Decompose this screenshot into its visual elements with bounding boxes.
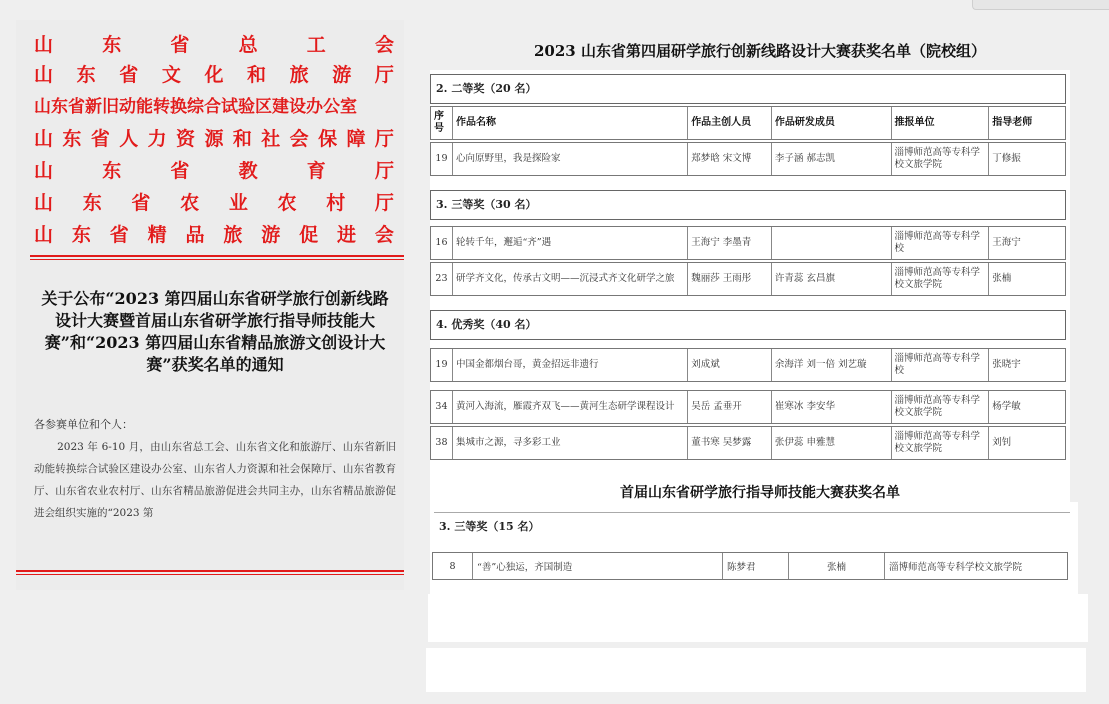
issuer-tourism-promotion — [34, 224, 394, 246]
results-title: 2023 山东省第四届研学旅行创新线路设计大赛获奖名单（院校组） — [534, 42, 986, 60]
issuer-new-old-energy-office: 山东省新旧动能转换综合试验区建设办公室 — [34, 97, 357, 117]
cell-unit: 淄博师范高等专科学校 — [892, 227, 990, 259]
cell-author: 刘成斌 — [688, 349, 772, 381]
table-row — [430, 262, 1066, 296]
cell-teacher: 刘钊 — [992, 437, 1012, 448]
issuer-federation-of-trade-unions — [34, 34, 394, 56]
cell-dev: 许青蕊 玄昌旗 — [772, 263, 892, 295]
issuer-char: 化 — [204, 64, 224, 86]
issuer-char: 业 — [228, 192, 248, 214]
issuer-char: 文 — [161, 64, 181, 86]
issuer-char: 促 — [299, 224, 319, 246]
issuer-char: 东 — [76, 64, 96, 86]
issuer-char: 教 — [238, 160, 258, 182]
header-author: 作品主创人员 — [688, 107, 772, 139]
cell-author: 董书寒 吴梦露 — [688, 427, 772, 459]
cell-name: 中国金都烟台哥，黄金招远非遗行 — [453, 349, 688, 381]
cell-unit: 淄博师范高等专科学校文旅学院 — [889, 562, 1023, 573]
cell-author: 魏丽莎 王雨彤 — [688, 263, 772, 295]
issuer-char: 游 — [261, 224, 281, 246]
issuer-char: 省 — [170, 34, 190, 56]
cell-unit: 淄博师范高等专科学校文旅学院 — [892, 427, 990, 459]
blank-strip — [426, 648, 1086, 692]
issuer-char: 精 — [147, 224, 167, 246]
cell-name: 黄河入海流，雁霞齐双飞——黄河生态研学课程设计 — [453, 391, 688, 423]
header-unit: 推报单位 — [892, 107, 990, 139]
header-dev: 作品研发成员 — [772, 107, 892, 139]
cell-unit: 淄博师范高等专科学校文旅学院 — [892, 143, 990, 175]
table-row — [430, 390, 1066, 424]
issuer-char: 东 — [102, 34, 122, 56]
cell-unit: 淄博师范高等专科学校文旅学院 — [892, 391, 990, 423]
cell-no: 19 — [431, 349, 453, 381]
table-row — [430, 426, 1066, 460]
cell-teacher: 张楠 — [992, 273, 1012, 284]
cell-no: 8 — [433, 553, 473, 579]
issuer-char: 品 — [185, 224, 205, 246]
issuer-char: 东 — [102, 160, 122, 182]
cell-dev: 李子涵 郝志凯 — [772, 143, 892, 175]
issuer-education — [34, 160, 394, 182]
skills-title: 首届山东省研学旅行指导师技能大赛获奖名单 — [620, 485, 900, 501]
table-row — [430, 226, 1066, 260]
issuer-char: 力 — [147, 128, 167, 150]
results-panel — [426, 28, 1094, 688]
issuer-char: 资 — [176, 128, 196, 150]
cell-name: “善”心独运，齐国制造 — [473, 553, 723, 579]
issuer-char: 农 — [180, 192, 200, 214]
section-second-prize: 2. 二等奖（20 名） — [430, 74, 1066, 104]
issuer-char: 旅 — [223, 224, 243, 246]
table-row — [430, 142, 1066, 176]
blank-strip — [428, 594, 1088, 642]
issuer-agriculture — [34, 192, 394, 214]
issuer-char: 厅 — [374, 160, 394, 182]
notice-body: 2023 年 6-10 月，由山东省总工会、山东省文化和旅游厅、山东省新旧动能转换综合试验区建设办公室、山东省人力资源和社会保障厅、山东省教育厅、山东省农业农村厅、山东省精品旅游促进会共同主办，山东省精品旅游促进会组织实施的“2023 第 — [34, 441, 396, 519]
issuer-char: 厅 — [374, 192, 394, 214]
cell-no: 19 — [431, 143, 453, 175]
issuer-char: 社 — [261, 128, 281, 150]
issuer-char: 游 — [332, 64, 352, 86]
issuer-char: 东 — [82, 192, 102, 214]
cell-no: 34 — [431, 391, 453, 423]
issuer-char: 进 — [337, 224, 357, 246]
issuer-char: 省 — [90, 128, 110, 150]
cell-no: 23 — [431, 263, 453, 295]
issuer-char: 人 — [119, 128, 139, 150]
cell-name: 轮转千年，邂逅“齐”遇 — [453, 227, 688, 259]
issuer-char: 省 — [131, 192, 151, 214]
issuer-char: 会 — [374, 34, 394, 56]
issuer-char: 厅 — [374, 64, 394, 86]
header-no: 序号 — [431, 107, 453, 139]
red-rule-thin — [30, 259, 404, 260]
section-third-prize: 3. 三等奖（30 名） — [430, 190, 1066, 220]
red-rule-bottom — [16, 570, 404, 572]
issuer-char: 障 — [346, 128, 366, 150]
issuer-char: 东 — [71, 224, 91, 246]
issuer-char: 旅 — [289, 64, 309, 86]
issuer-char: 和 — [247, 64, 267, 86]
issuer-char: 工 — [306, 34, 326, 56]
cell-author: 郑梦晗 宋文博 — [688, 143, 772, 175]
issuer-char: 省 — [109, 224, 129, 246]
cell-author: 陈梦君 — [723, 553, 789, 579]
issuer-char: 厅 — [374, 128, 394, 150]
issuer-char: 省 — [119, 64, 139, 86]
issuer-char: 东 — [62, 128, 82, 150]
issuer-char: 山 — [34, 224, 54, 246]
red-rule — [30, 255, 404, 257]
issuer-char: 山 — [34, 128, 54, 150]
notice-panel — [16, 20, 404, 590]
issuer-culture-tourism — [34, 64, 394, 86]
cell-teacher: 丁修振 — [992, 153, 1021, 164]
issuer-char: 村 — [326, 192, 346, 214]
cell-name: 研学齐文化，传承古文明——沉浸式齐文化研学之旅 — [453, 263, 688, 295]
issuer-char: 会 — [289, 128, 309, 150]
issuer-char: 山 — [34, 192, 54, 214]
scrollbar-handle[interactable] — [972, 0, 1109, 10]
table-header — [430, 106, 1066, 140]
cell-dev: 余海洋 刘一倍 刘艺璇 — [772, 349, 892, 381]
table-row — [430, 348, 1066, 382]
issuer-char: 源 — [204, 128, 224, 150]
header-name: 作品名称 — [453, 107, 688, 139]
issuer-char: 总 — [238, 34, 258, 56]
issuer-char: 山 — [34, 34, 54, 56]
notice-title: 关于公布“2023 第四届山东省研学旅行创新线路设计大赛暨首届山东省研学旅行指导师技能大赛”和“2023 第四届山东省精品旅游文创设计大赛”获奖名单的通知 — [41, 289, 389, 374]
issuer-char: 育 — [306, 160, 326, 182]
skills-section-third-prize: 3. 三等奖（15 名） — [434, 512, 1070, 542]
cell-dev — [772, 227, 892, 259]
issuer-char: 农 — [277, 192, 297, 214]
cell-no: 38 — [431, 427, 453, 459]
salutation: 各参赛单位和个人： — [34, 418, 133, 431]
cell-teacher: 杨学敏 — [992, 401, 1021, 412]
issuer-char: 省 — [170, 160, 190, 182]
cell-dev: 张伊蕊 申雅慧 — [772, 427, 892, 459]
issuer-char: 和 — [232, 128, 252, 150]
issuer-char: 会 — [374, 224, 394, 246]
cell-name: 集城市之源，寻多彩工业 — [453, 427, 688, 459]
cell-author: 王海宁 李墨青 — [688, 227, 772, 259]
cell-dev: 崔寒冰 李安华 — [772, 391, 892, 423]
header-teacher: 指导老师 — [992, 117, 1033, 128]
cell-author: 吴岳 孟垂开 — [688, 391, 772, 423]
cell-teacher: 张晓宇 — [992, 359, 1021, 370]
issuer-char: 山 — [34, 160, 54, 182]
cell-name: 心向原野里，我是探险家 — [453, 143, 688, 175]
cell-unit: 淄博师范高等专科学校 — [892, 349, 990, 381]
cell-teacher: 王海宁 — [992, 237, 1021, 248]
issuer-human-resources — [34, 128, 394, 150]
section-excellence-award: 4. 优秀奖（40 名） — [430, 310, 1066, 340]
cell-unit: 淄博师范高等专科学校文旅学院 — [892, 263, 990, 295]
cell-teacher: 张楠 — [789, 553, 885, 579]
table-row — [432, 552, 1068, 580]
issuer-char: 保 — [318, 128, 338, 150]
cell-no: 16 — [431, 227, 453, 259]
red-rule-bottom-thin — [16, 574, 404, 575]
issuer-char: 山 — [34, 64, 54, 86]
